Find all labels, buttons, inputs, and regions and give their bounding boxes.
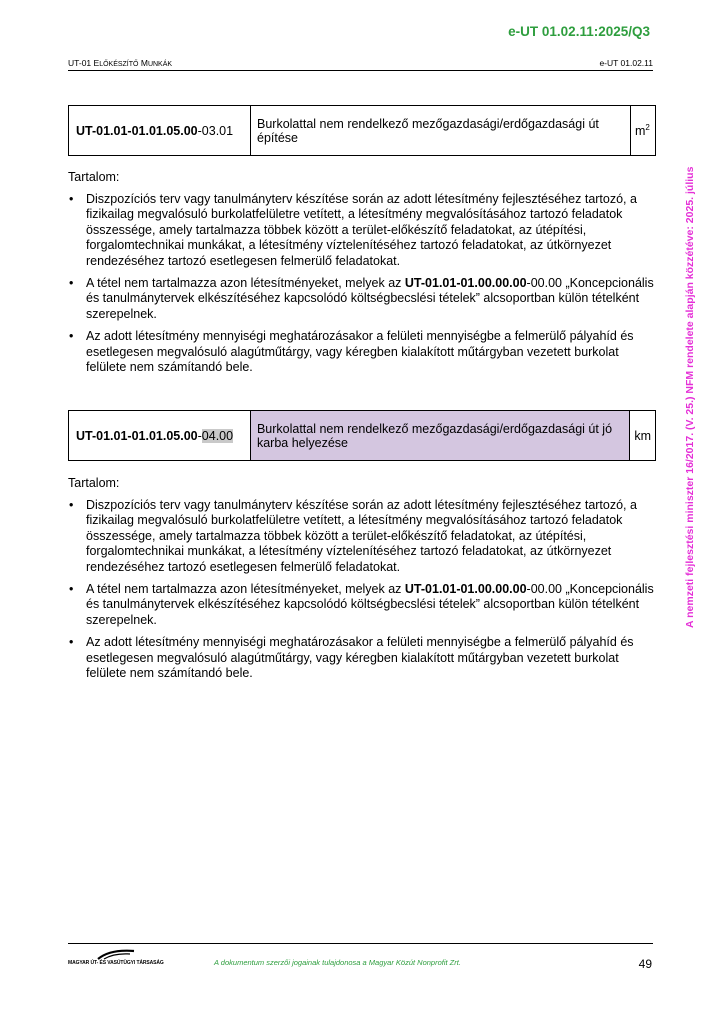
logo-text: MAGYAR ÚT- ÉS VASÚTÜGYI TÁRSASÁG — [68, 960, 164, 966]
page-number: 49 — [638, 957, 652, 971]
item-code: UT-01.01-01.01.05.00-03.01 — [69, 106, 251, 156]
list-item: • A tétel nem tartalmazza azon létesítményeket, melyek az UT-01.01-01.00.00.00-00.00 „Koncepcionális és tanulmánytervek elkészítéséhez kapcsolódó költségbecslési tételek” alcsoportban külön tételként szerepelnek. — [68, 582, 658, 628]
list-item: • A tétel nem tartalmazza azon létesítményeket, melyek az UT-01.01-01.00.00.00-00.00 „Koncepcionális és tanulmánytervek elkészítéséhez kapcsolódó költségbecslési tételek” alcsoportban külön tételként szerepelnek. — [68, 276, 658, 322]
content-list-2 — [68, 498, 658, 688]
header-section-title: UT-01 ELŐKÉSZÍTŐ MUNKÁK — [68, 58, 173, 68]
item-description: Burkolattal nem rendelkező mezőgazdasági/erdőgazdasági út jó karba helyezése — [250, 411, 629, 461]
item-code: UT-01.01-01.01.05.00-04.00 — [69, 411, 251, 461]
content-label-1: Tartalom: — [68, 170, 120, 184]
item-unit: $m^2$ — [631, 106, 656, 156]
list-item: • Az adott létesítmény mennyiségi meghatározásakor a felületi mennyiségbe a felmerülő pályahíd és esetlegesen megvalósuló alagútműtárgy, vagy kéregben kialakított műtárgyban vezetett burkolat felülete nem számítandó bele. — [68, 635, 658, 681]
document-id: e-UT 01.02.11:2025/Q3 — [508, 24, 650, 39]
list-item: • Diszpozíciós terv vagy tanulmányterv készítése során az adott létesítmény fejlesztéséhez tartozó, a fizikailag megvalósuló burkolatfelületre vetített, a létesítmény megvalósításához tartozó feladatok összessége, amely tartalmazza többek között a terület-előkészítő feladatokat, az útépítési, forgalomtechnikai munkákat, a létesítmény víztelenítéséhez tartozó feladatokat, az útkörnyezet rendezéséhez tartozó esetlegesen felmerülő feladatokat. — [68, 498, 658, 575]
content-list-1 — [68, 192, 658, 382]
content-label-2: Tartalom: — [68, 476, 120, 490]
copyright-note: A dokumentum szerzői jogainak tulajdonosa a Magyar Közút Nonprofit Zrt. — [214, 958, 461, 967]
list-item: • Diszpozíciós terv vagy tanulmányterv készítése során az adott létesítmény fejlesztéséhez tartozó, a fizikailag megvalósuló burkolatfelületre vetített, a létesítmény megvalósításához tartozó feladatok összessége, amely tartalmazza többek között a terület-előkészítő feladatokat, az útépítési, forgalomtechnikai munkákat, a létesítmény víztelenítéséhez tartozó feladatokat, az útkörnyezet rendezéséhez tartozó esetlegesen felmerülő feladatokat. — [68, 192, 658, 269]
item-description: Burkolattal nem rendelkező mezőgazdasági/erdőgazdasági út építése — [251, 106, 631, 156]
footer-divider — [68, 943, 653, 944]
item-table-2 — [68, 410, 656, 461]
organization-logo — [68, 947, 164, 971]
header-divider — [68, 70, 653, 71]
list-item: • Az adott létesítmény mennyiségi meghatározásakor a felületi mennyiségbe a felmerülő pályahíd és esetlegesen megvalósuló alagútműtárgy, vagy kéregben kialakított műtárgyban vezetett burkolat felülete nem számítandó bele. — [68, 329, 658, 375]
code-highlight: 04.00 — [201, 428, 234, 443]
publication-note: A nemzeti fejlesztési miniszter 16/2017. (V. 25.) NFM rendelete alapján közzétéve: 2025. július — [684, 166, 696, 628]
item-table-1 — [68, 105, 656, 156]
logo-icon — [96, 947, 136, 961]
header-doc-ref: e-UT 01.02.11 — [599, 58, 653, 68]
item-unit: km — [630, 411, 656, 461]
